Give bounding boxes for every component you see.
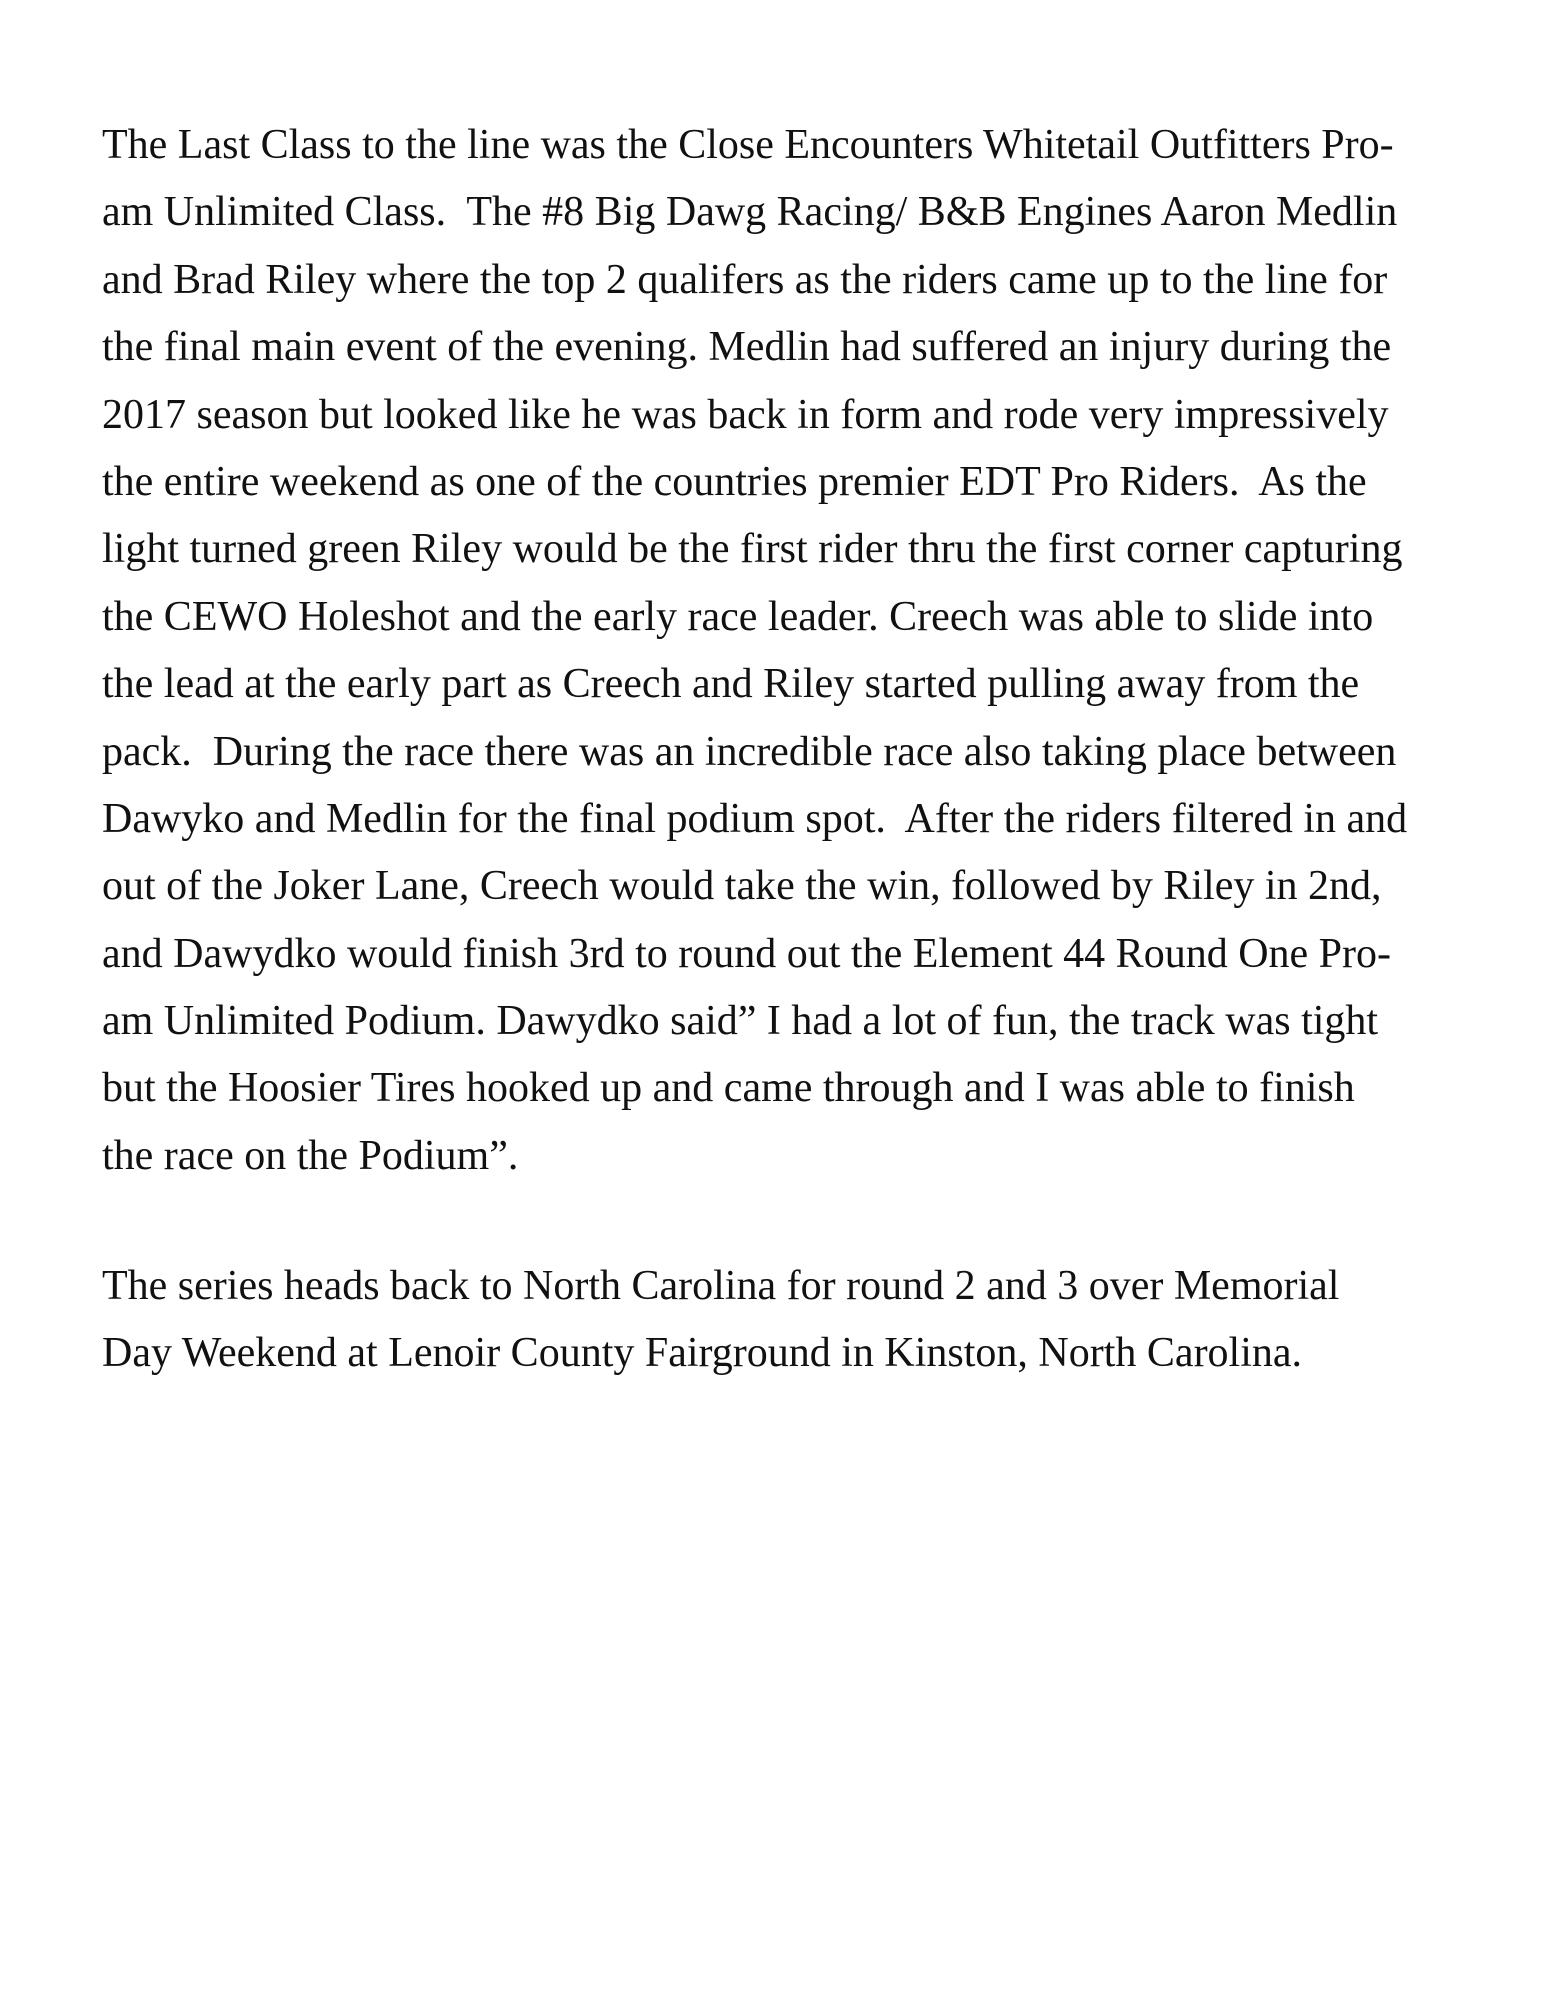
- text-line: light turned green Riley would be the first rider thru the first corner capturing: [102, 526, 1403, 573]
- text-line: the CEWO Holeshot and the early race leader. Creech was able to slide into: [102, 593, 1374, 640]
- text-line: 2017 season but looked like he was back in form and rode very impressively: [102, 391, 1389, 438]
- text-line: the entire weekend as one of the countries premier EDT Pro Riders. As the: [102, 458, 1367, 505]
- text-line: out of the Joker Lane, Creech would take the win, followed by Riley in 2nd,: [102, 863, 1382, 910]
- text-line: am Unlimited Class. The #8 Big Dawg Racing/ B&B Engines Aaron Medlin: [102, 189, 1398, 236]
- text-line: the race on the Podium”.: [102, 1132, 519, 1179]
- text-line: The series heads back to North Carolina for round 2 and 3 over Memorial: [102, 1263, 1340, 1309]
- paragraph-next-round: [102, 1253, 1522, 1388]
- text-line: the lead at the early part as Creech and Riley started pulling away from the: [102, 661, 1360, 708]
- text-line: the final main event of the evening. Medlin had suffered an injury during the: [102, 324, 1392, 371]
- text-line: Dawyko and Medlin for the final podium spot. After the riders filtered in and: [102, 795, 1408, 842]
- text-line: and Brad Riley where the top 2 qualifers as the riders came up to the line for: [102, 256, 1388, 303]
- text-line: The Last Class to the line was the Close Encounters Whitetail Outfitters Pro-: [102, 122, 1394, 168]
- text-line: Day Weekend at Lenoir County Fairground in Kinston, North Carolina.: [102, 1330, 1303, 1377]
- text-line: and Dawydko would finish 3rd to round out the Element 44 Round One Pro-: [102, 930, 1391, 977]
- paragraph-race-report: [102, 112, 1522, 1190]
- text-line: am Unlimited Podium. Dawydko said” I had a lot of fun, the track was tight: [102, 998, 1379, 1045]
- text-line: pack. During the race there was an incredible race also taking place between: [102, 728, 1397, 775]
- text-line: but the Hoosier Tires hooked up and came through and I was able to finish: [102, 1065, 1355, 1112]
